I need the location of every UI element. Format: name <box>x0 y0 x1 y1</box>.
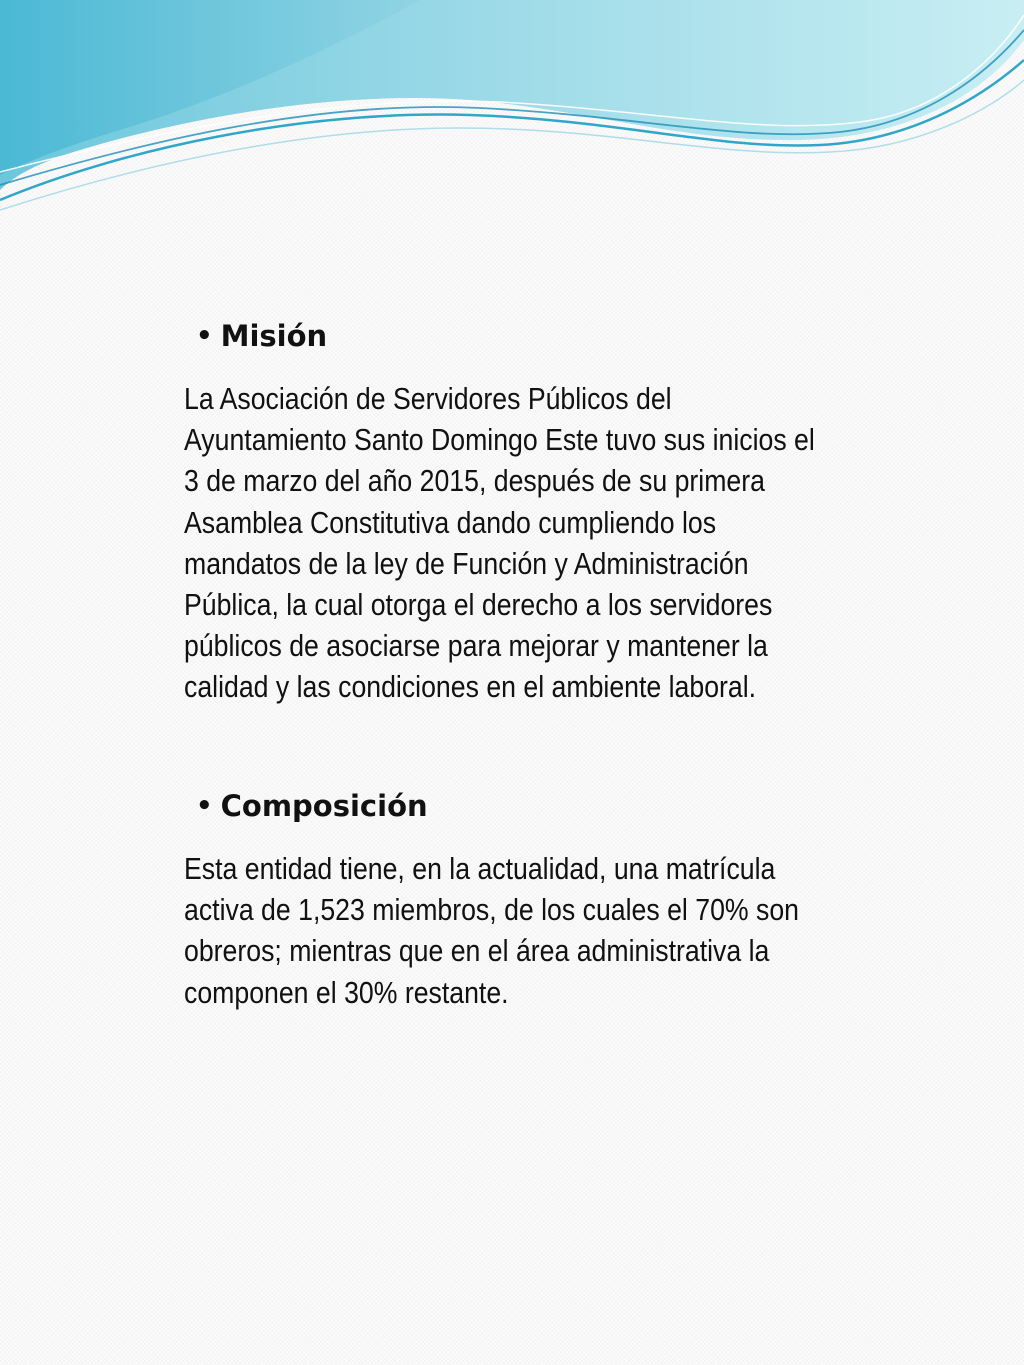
composicion-paragraph <box>184 848 863 1013</box>
paragraph-line: Esta entidad tiene, en la actualidad, una matrícula <box>184 851 776 886</box>
bullet-icon: • <box>196 321 213 351</box>
paragraph-line: públicos de asociarse para mejorar y mantener la <box>184 628 768 664</box>
paragraph-line: 3 de marzo del año 2015, después de su primera <box>184 463 765 499</box>
paragraph-line: componen el 30% restante. <box>184 974 509 1010</box>
mision-paragraph <box>184 378 863 708</box>
mision-section <box>184 316 864 708</box>
paragraph-line: activa de 1,523 miembros, de los cuales el 70% son <box>184 892 800 928</box>
paragraph-line: mandatos de la ley de Función y Administración <box>184 545 749 581</box>
composicion-section <box>184 786 864 1013</box>
decorative-wave-header <box>0 0 1024 230</box>
mision-title: Misión <box>220 319 328 353</box>
composicion-title: Composición <box>220 789 428 823</box>
bullet-icon: • <box>196 791 213 821</box>
paragraph-line: Ayuntamiento Santo Domingo Este tuvo sus inicios el <box>184 422 815 458</box>
paragraph-line: calidad y las condiciones en el ambiente laboral. <box>184 669 757 705</box>
paragraph-line: La Asociación de Servidores Públicos del <box>184 381 672 416</box>
mision-heading <box>196 316 864 356</box>
paragraph-line: obreros; mientras que en el área administrativa la <box>184 933 770 969</box>
paragraph-line: Asamblea Constitutiva dando cumpliendo los <box>184 504 717 540</box>
paragraph-line: Pública, la cual otorga el derecho a los servidores <box>184 587 773 623</box>
composicion-heading <box>196 786 864 826</box>
